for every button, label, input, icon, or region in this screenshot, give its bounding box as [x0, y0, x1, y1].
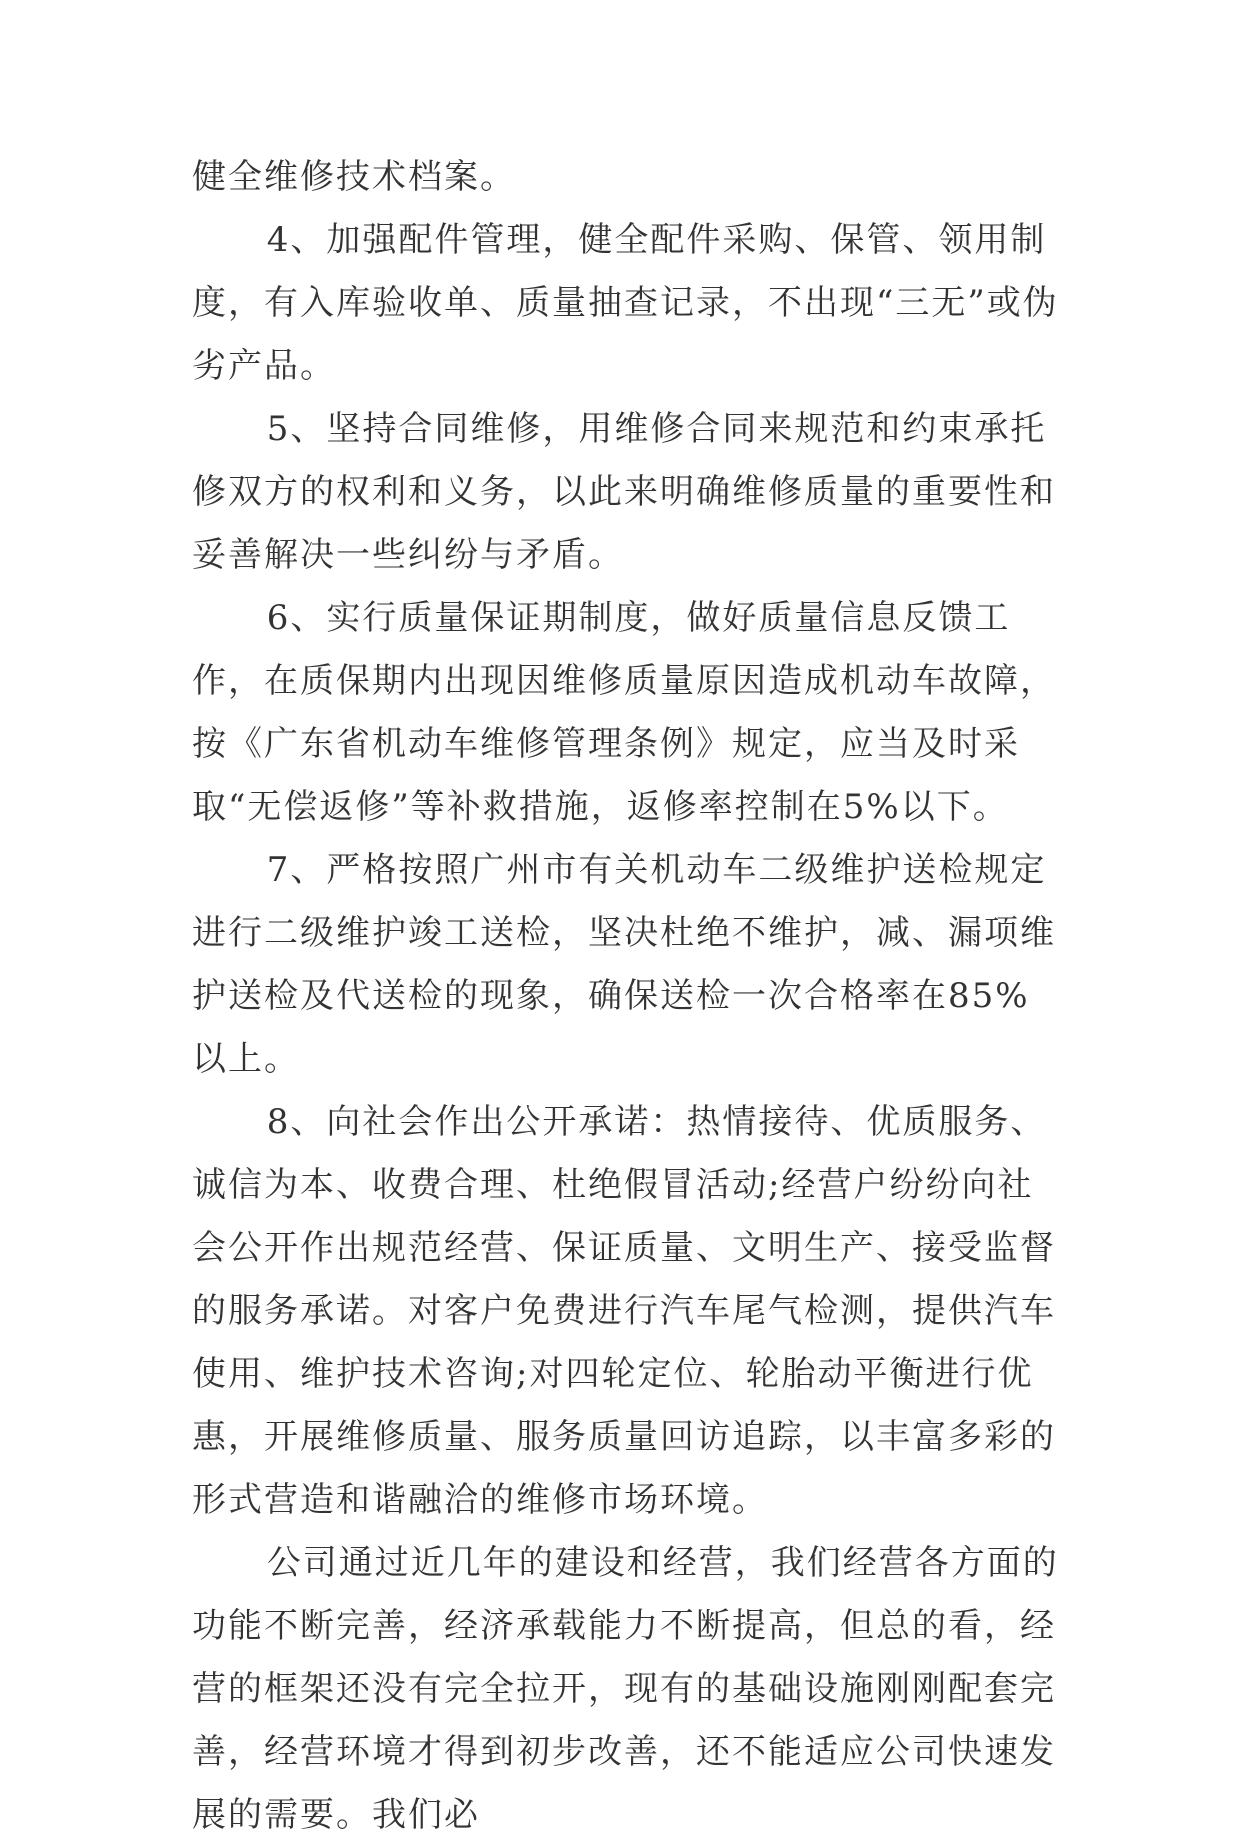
paragraph-item-8: 8、向社会作出公开承诺：热情接待、优质服务、诚信为本、收费合理、杜绝假冒活动;经营户纷纷向社会公开作出规范经营、保证质量、文明生产、接受监督的服务承诺。对客户免费进行汽车尾气检测，提供汽车使用、维护技术咨询;对四轮定位、轮胎动平衡进行优惠，开展维修质量、服务质量回访追踪，以丰富多彩的形式营造和谐融洽的维修市场环境。 [192, 1102, 1056, 1520]
paragraph-item-6: 6、实行质量保证期制度，做好质量信息反馈工作，在质保期内出现因维修质量原因造成机动车故障，按《广东省机动车维修管理条例》规定，应当及时采取“无偿返修”等补救措施，返修率控制在5%以下。 [192, 598, 1056, 827]
paragraph-item-7: 7、严格按照广州市有关机动车二级维护送检规定进行二级维护竣工送检，坚决杜绝不维护，减、漏项维护送检及代送检的现象，确保送检一次合格率在85%以上。 [192, 850, 1056, 1079]
paragraph-continuation: 健全维修技术档案。 [192, 157, 516, 197]
paragraph-item-4: 4、加强配件管理，健全配件采购、保管、领用制度，有入库验收单、质量抽查记录，不出现“三无”或伪劣产品。 [192, 220, 1059, 386]
paragraph-item-5: 5、坚持合同维修，用维修合同来规范和约束承托修双方的权利和义务，以此来明确维修质量的重要性和妥善解决一些纠纷与矛盾。 [192, 409, 1056, 575]
document-body [192, 146, 1062, 1847]
paragraph-summary: 公司通过近几年的建设和经营，我们经营各方面的功能不断完善，经济承载能力不断提高，但总的看，经营的框架还没有完全拉开，现有的基础设施刚刚配套完善，经营环境才得到初步改善，还不能适应公司快速发展的需要。我们必 [192, 1543, 1059, 1835]
